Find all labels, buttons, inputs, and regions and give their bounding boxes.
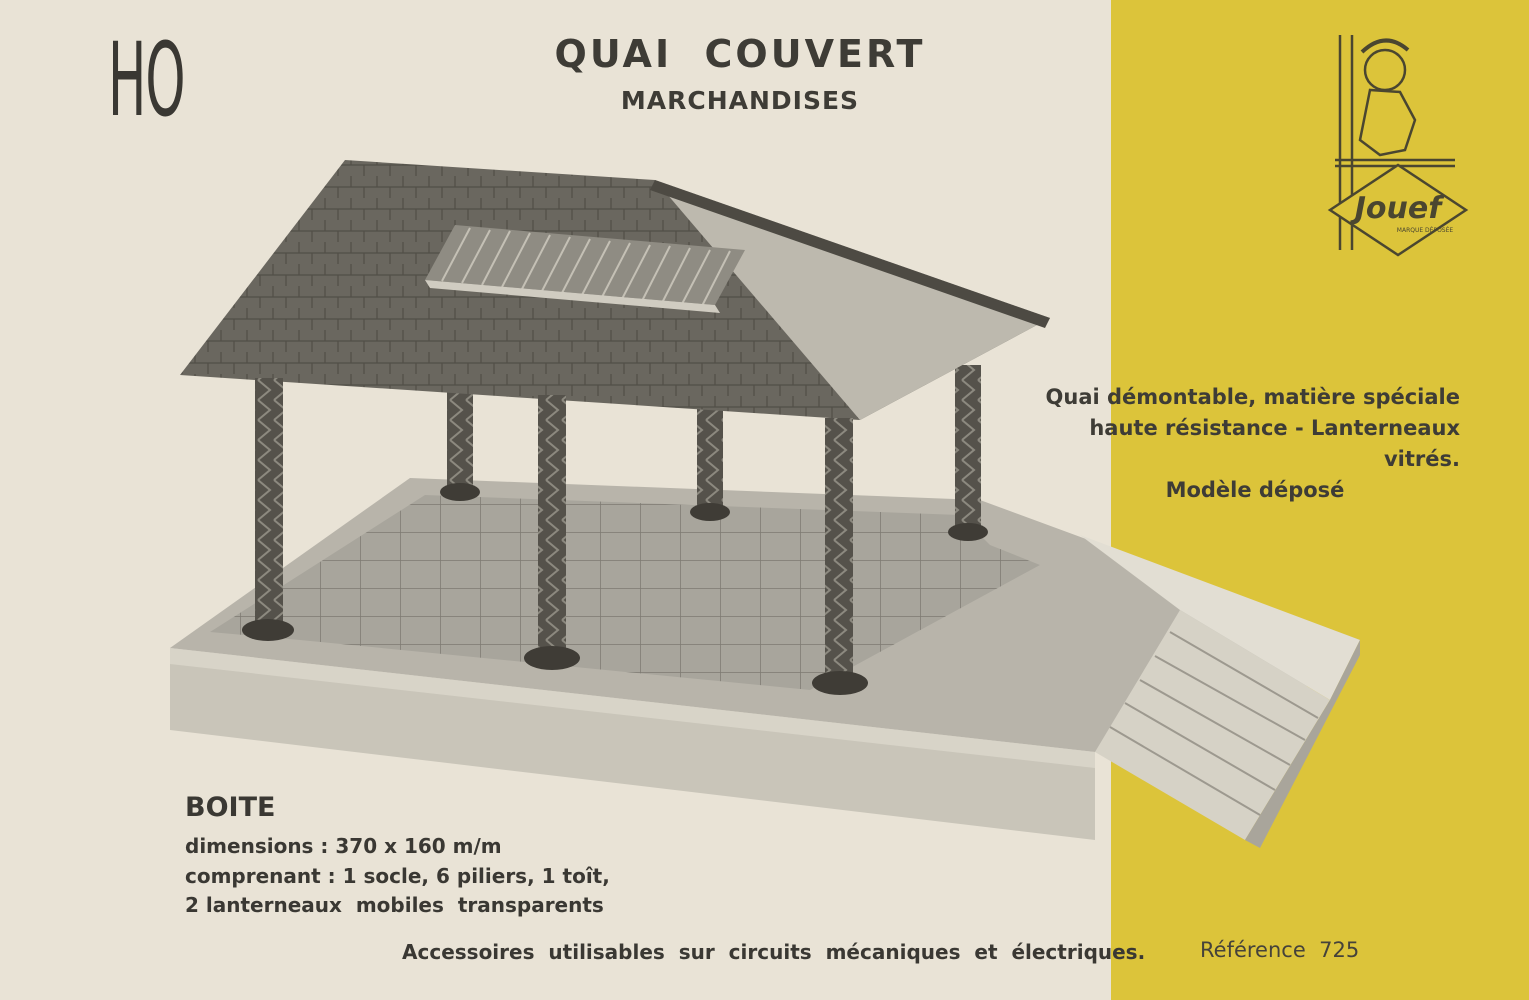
reference-number: Référence 725 xyxy=(1200,938,1360,962)
pillar xyxy=(955,365,981,530)
jouef-trademark: MARQUE DÉPOSÉE xyxy=(1396,227,1454,234)
box-extra: 2 lanterneaux mobiles transparents xyxy=(185,893,604,917)
scale-label: HO xyxy=(108,21,185,140)
box-dimensions: dimensions : 370 x 160 m/m xyxy=(185,834,502,858)
box-title: BOITE xyxy=(185,792,276,823)
box-contents: comprenant : 1 socle, 6 piliers, 1 toît, xyxy=(185,864,610,888)
pillar-base xyxy=(242,619,294,641)
pillar xyxy=(697,402,723,510)
pillar xyxy=(447,385,473,490)
pillar-base xyxy=(524,646,580,670)
pillar xyxy=(255,378,283,628)
description-line: Quai démontable, matière spéciale xyxy=(1045,385,1460,409)
jouef-brand: Jouef xyxy=(1354,191,1442,226)
page-title: QUAI COUVERT xyxy=(554,32,926,76)
footer-note: Accessoires utilisables sur circuits mécaniques et électriques. xyxy=(402,940,1146,964)
page-subtitle: MARCHANDISES xyxy=(620,86,860,115)
description-line: Modèle déposé xyxy=(1165,478,1345,502)
pillar-base xyxy=(812,671,868,695)
pillar xyxy=(825,418,853,680)
pillar-base xyxy=(948,523,988,541)
description-line: haute résistance - Lanterneaux vitrés. xyxy=(1089,416,1460,471)
product-description xyxy=(1030,382,1460,506)
pillar-base xyxy=(440,483,480,501)
pillar xyxy=(538,395,566,655)
pillar-base xyxy=(690,503,730,521)
